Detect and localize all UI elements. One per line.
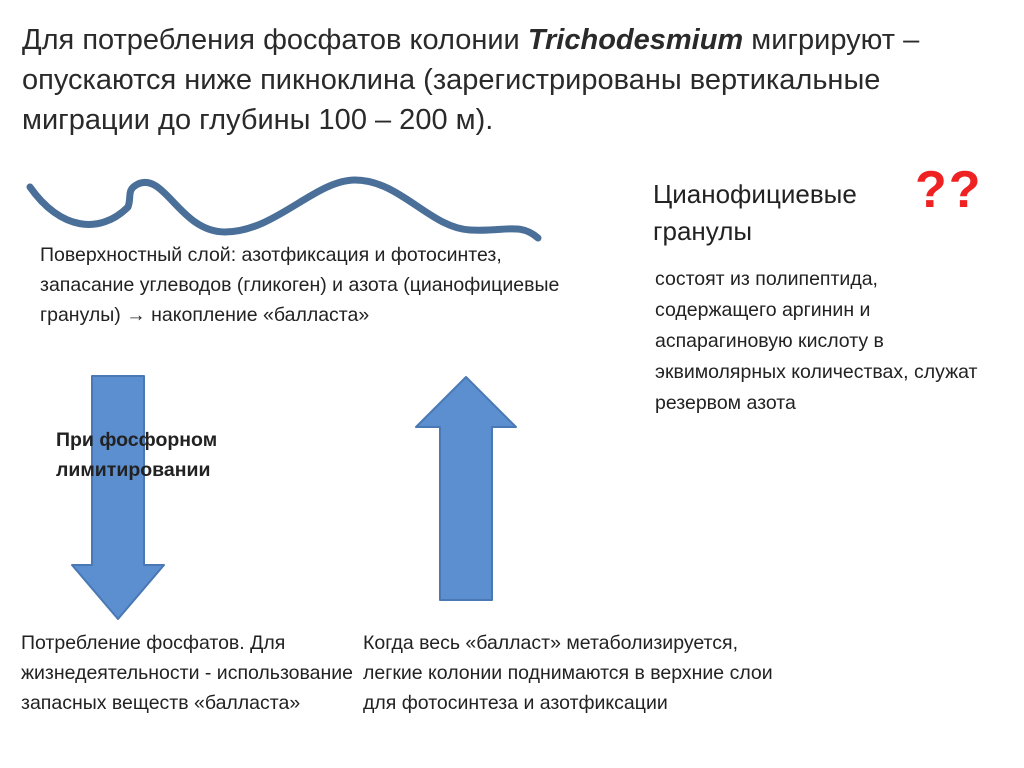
question-marks: ?? <box>915 161 983 219</box>
phosphate-consumption-text: Потребление фосфатов. Для жизнедеятельности - использование запасных веществ «балласта» <box>21 632 354 714</box>
ascent-text: Когда весь «балласт» метаболизируется, легкие колонии поднимаются в верхние слои для фотосинтеза и азотфиксации <box>363 632 773 714</box>
down-arrow <box>72 376 164 619</box>
title-text-end: мигрируют – опускаются ниже пикноклина (зарегистрированы вертикальные миграции до глубины 100 – 200 м). <box>22 24 920 136</box>
phosphorus-limitation-label: При фосфорном лимитировании <box>56 429 218 481</box>
slide-title <box>22 20 1012 140</box>
title-text-start: Для потребления фосфатов колонии <box>22 24 528 56</box>
up-arrow <box>416 377 516 600</box>
surface-layer-text: Поверхностный слой: азотфиксация и фотосинтез, запасание углеводов (гликоген) и азота (цианофициевые гранулы) → накопление «балласта» <box>40 244 560 326</box>
cyanophycin-title: Цианофициевые гранулы <box>653 179 857 246</box>
cyanophycin-description: состоят из полипептида, содержащего аргинин и аспарагиновую кислоту в эквимолярных количествах, служат резервом азота <box>655 268 978 414</box>
title-species-name: Trichodesmium <box>527 24 744 56</box>
surface-wave <box>30 180 538 238</box>
